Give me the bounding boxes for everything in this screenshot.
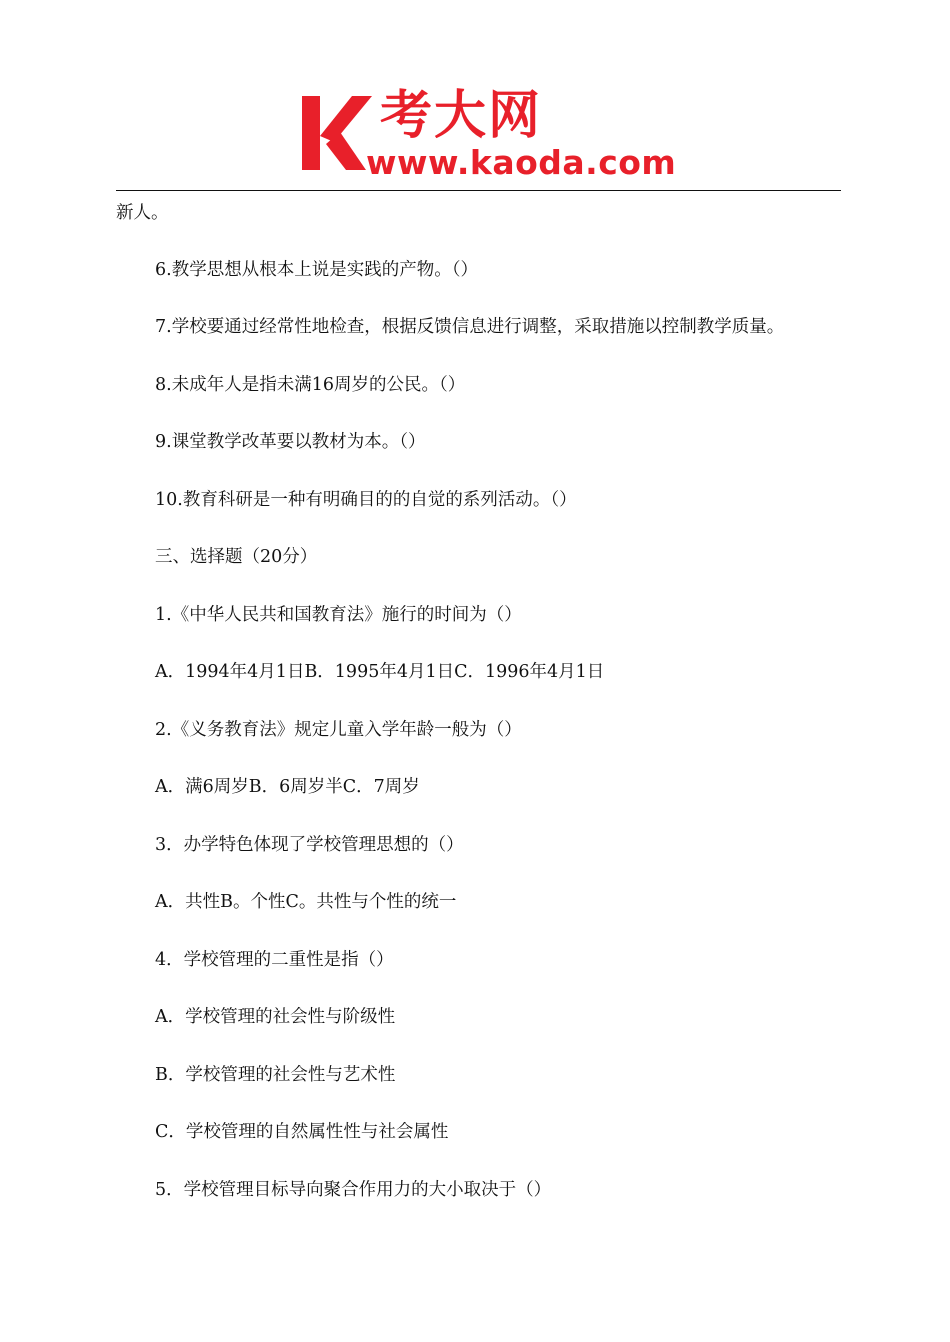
question-8: 8.未成年人是指未满16周岁的公民。（）	[155, 375, 466, 395]
logo-name: 考大网	[380, 86, 543, 146]
header-divider	[116, 190, 841, 191]
choice-option-4a: A．学校管理的社会性与阶级性	[155, 1007, 396, 1027]
choice-options-1: A．1994年4月1日B．1995年4月1日C．1996年4月1日	[155, 662, 605, 682]
question-6: 6.教学思想从根本上说是实践的产物。（）	[155, 260, 478, 280]
choice-options-3: A．共性B。个性C。共性与个性的统一	[155, 892, 457, 912]
question-10: 10.教育科研是一种有明确目的的自觉的系列活动。（）	[155, 490, 577, 510]
k-logo-icon	[300, 92, 372, 174]
choice-question-2: 2.《义务教育法》规定儿童入学年龄一般为（）	[155, 720, 522, 740]
text-line: 新人。	[116, 203, 169, 223]
kaoda-logo	[300, 86, 677, 186]
choice-question-4: 4．学校管理的二重性是指（）	[155, 950, 394, 970]
choice-question-3: 3．办学特色体现了学校管理思想的（）	[155, 835, 464, 855]
section-heading: 三、选择题（20分）	[155, 547, 318, 567]
choice-option-4b: B．学校管理的社会性与艺术性	[155, 1065, 396, 1085]
question-9: 9.课堂教学改革要以教材为本。（）	[155, 432, 426, 452]
choice-option-4c: C．学校管理的自然属性性与社会属性	[155, 1122, 449, 1142]
page-header	[0, 0, 950, 192]
choice-question-5: 5．学校管理目标导向聚合作用力的大小取决于（）	[155, 1180, 552, 1200]
question-7: 7.学校要通过经常性地检查，根据反馈信息进行调整，采取措施以控制教学质量。	[155, 317, 785, 337]
choice-options-2: A．满6周岁B．6周岁半C．7周岁	[155, 777, 420, 797]
choice-question-1: 1.《中华人民共和国教育法》施行的时间为（）	[155, 605, 522, 625]
logo-url: www.kaoda.com	[366, 143, 677, 182]
